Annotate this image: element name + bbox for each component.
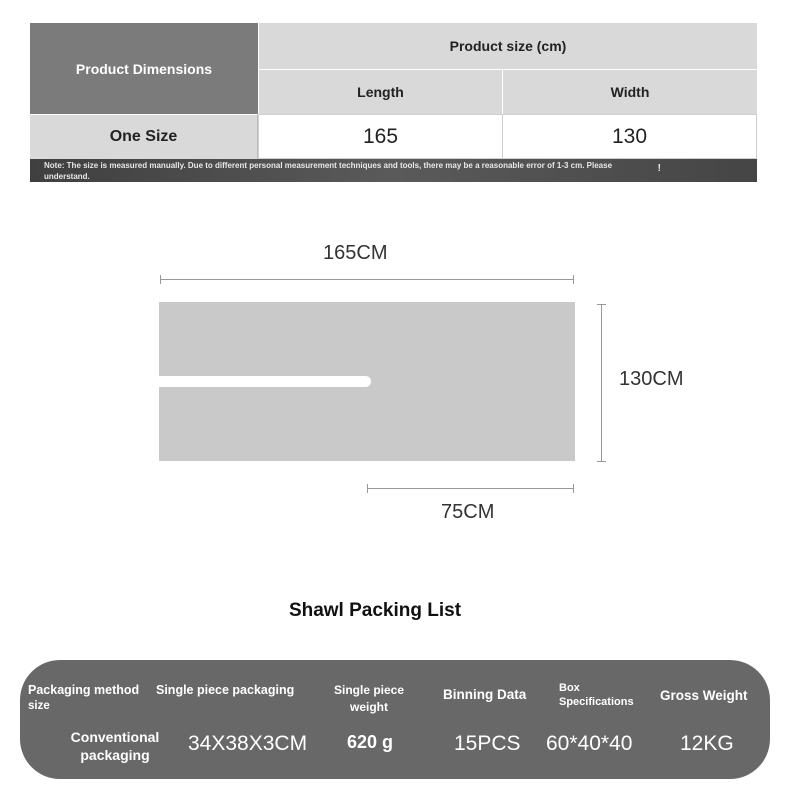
length-dimension-label: 165CM	[323, 242, 388, 264]
slit-dimension-label: 75CM	[441, 501, 495, 523]
size-table	[30, 23, 757, 182]
shawl-slit	[159, 376, 371, 387]
length-dimension-line	[160, 279, 574, 280]
width-dimension-label: 130CM	[619, 368, 684, 390]
header-size-suffix: size	[28, 700, 50, 712]
width-dimension-line	[601, 304, 602, 462]
width-line-top-cap	[597, 304, 606, 305]
slit-dimension-line	[367, 488, 574, 489]
packing-list-title: Shawl Packing List	[288, 600, 462, 621]
value-binning-data: 15PCS	[454, 732, 521, 755]
column-header-length: Length	[258, 70, 503, 114]
value-box-specifications: 60*40*40	[546, 732, 633, 755]
width-value: 130	[503, 114, 757, 159]
measurement-note-text: Note: The size is measured manually. Due to different personal measurement techniques and tools, there may be a reasonable error of 1-3 cm. Please understand.	[44, 161, 613, 181]
exclamation-mark: !	[657, 163, 661, 174]
slit-line-end-cap	[573, 484, 574, 493]
packing-table	[20, 660, 770, 779]
row-label-one-size: One Size	[30, 114, 258, 159]
measurement-note	[30, 159, 757, 182]
header-packaging-method: Packaging method	[28, 683, 140, 697]
header-single-piece-weight: Single piece weight	[333, 683, 405, 714]
length-line-start-cap	[160, 275, 161, 284]
value-single-piece-weight: 620 g	[347, 732, 394, 752]
header-gross-weight: Gross Weight	[660, 688, 748, 703]
value-single-piece-size: 34X38X3CM	[188, 732, 308, 755]
width-line-bottom-cap	[597, 461, 606, 462]
row-header-product-dimensions: Product Dimensions	[30, 23, 258, 114]
value-gross-weight: 12KG	[680, 732, 734, 755]
header-box-specifications: Box Specifications	[559, 682, 634, 708]
column-header-width: Width	[503, 70, 757, 114]
header-single-piece-size: Single piece packaging	[156, 683, 295, 697]
value-packaging-method: Conventional packaging	[70, 729, 160, 763]
column-group-product-size: Product size (cm)	[258, 23, 757, 70]
header-binning-data: Binning Data	[443, 687, 527, 702]
length-value: 165	[258, 114, 503, 159]
slit-line-start-cap	[367, 484, 368, 493]
length-line-end-cap	[573, 275, 574, 284]
